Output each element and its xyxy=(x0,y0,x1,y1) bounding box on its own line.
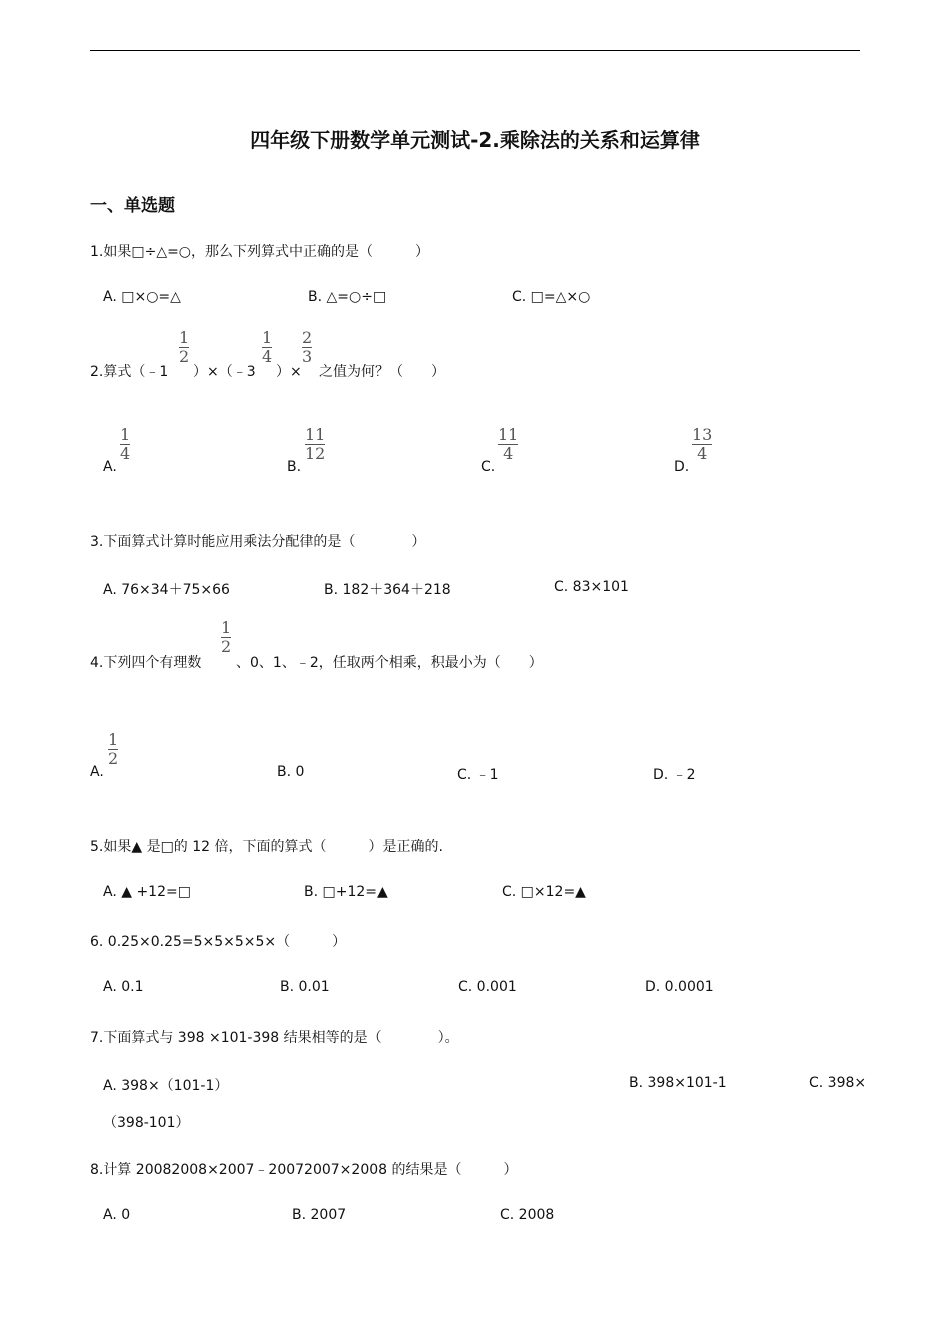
q6-option-a[interactable]: A. 0.1 xyxy=(103,979,144,995)
q2-fraction-3: 2 3 xyxy=(302,328,313,366)
question-8: 8.计算 20082008×2007﹣20072007×2008 的结果是（ ） xyxy=(90,1162,518,1178)
q2-text-part3: ）× xyxy=(276,364,302,380)
q2-text-part2: ）×（﹣3 xyxy=(193,364,256,380)
q2-fraction-2: 1 4 xyxy=(262,328,273,366)
header-rule xyxy=(90,50,860,51)
question-5: 5.如果▲ 是□的 12 倍，下面的算式（ ）是正确的. xyxy=(90,839,443,855)
question-1: 1.如果□÷△=○，那么下列算式中正确的是（ ） xyxy=(90,244,430,260)
q5-option-c[interactable]: C. □×12=▲ xyxy=(502,884,586,900)
q7-option-c[interactable]: C. 398× xyxy=(809,1075,867,1091)
q8-option-b[interactable]: B. 2007 xyxy=(292,1207,347,1223)
q3-option-a[interactable]: A. 76×34＋75×66 xyxy=(103,582,230,598)
question-6: 6. 0.25×0.25=5×5×5×5×（ ） xyxy=(90,934,347,950)
q1-option-b[interactable]: B. △=○÷□ xyxy=(308,289,387,305)
q1-option-a[interactable]: A. □×○=△ xyxy=(103,289,181,305)
q4-text-part1: 4.下列四个有理数 xyxy=(90,655,202,671)
q1-option-c[interactable]: C. □=△×○ xyxy=(512,289,591,305)
q3-option-c[interactable]: C. 83×101 xyxy=(554,579,629,595)
q4-option-c[interactable]: C. ﹣1 xyxy=(457,767,499,783)
q8-option-a[interactable]: A. 0 xyxy=(103,1207,131,1223)
section-heading: 一、单选题 xyxy=(90,196,175,216)
q3-option-b[interactable]: B. 182＋364＋218 xyxy=(324,582,451,598)
q2-option-b-fraction: 11 12 xyxy=(305,425,326,463)
question-3: 3.下面算式计算时能应用乘法分配律的是（ ） xyxy=(90,534,426,550)
q8-option-c[interactable]: C. 2008 xyxy=(500,1207,555,1223)
q2-option-c-fraction: 11 4 xyxy=(498,425,519,463)
q2-text-part1: 2.算式（﹣1 xyxy=(90,364,169,380)
q2-option-d-fraction: 13 4 xyxy=(692,425,713,463)
q7-option-c-continued[interactable]: （398-101） xyxy=(103,1115,190,1131)
q4-option-a-fraction: 1 2 xyxy=(108,730,119,768)
q2-option-a-fraction: 1 4 xyxy=(120,425,131,463)
q5-option-b[interactable]: B. □+12=▲ xyxy=(304,884,388,900)
q4-text-part2: 、0、1、﹣2，任取两个相乘，积最小为（ ） xyxy=(236,655,543,671)
q6-option-c[interactable]: C. 0.001 xyxy=(458,979,517,995)
q4-option-d[interactable]: D. ﹣2 xyxy=(653,767,696,783)
q5-option-a[interactable]: A. ▲ +12=□ xyxy=(103,884,191,900)
q6-option-d[interactable]: D. 0.0001 xyxy=(645,979,714,995)
q7-option-b[interactable]: B. 398×101-1 xyxy=(629,1075,727,1091)
q2-fraction-1: 1 2 xyxy=(179,328,190,366)
q7-option-a[interactable]: A. 398×（101-1） xyxy=(103,1078,229,1094)
question-7: 7.下面算式与 398 ×101-398 结果相等的是（ ）。 xyxy=(90,1030,459,1046)
page-title: 四年级下册数学单元测试-2.乘除法的关系和运算律 xyxy=(250,128,700,152)
q2-text-part4: 之值为何？（ ） xyxy=(319,364,445,380)
q6-option-b[interactable]: B. 0.01 xyxy=(280,979,330,995)
q4-fraction: 1 2 xyxy=(221,618,232,656)
q4-option-b[interactable]: B. 0 xyxy=(277,764,305,780)
